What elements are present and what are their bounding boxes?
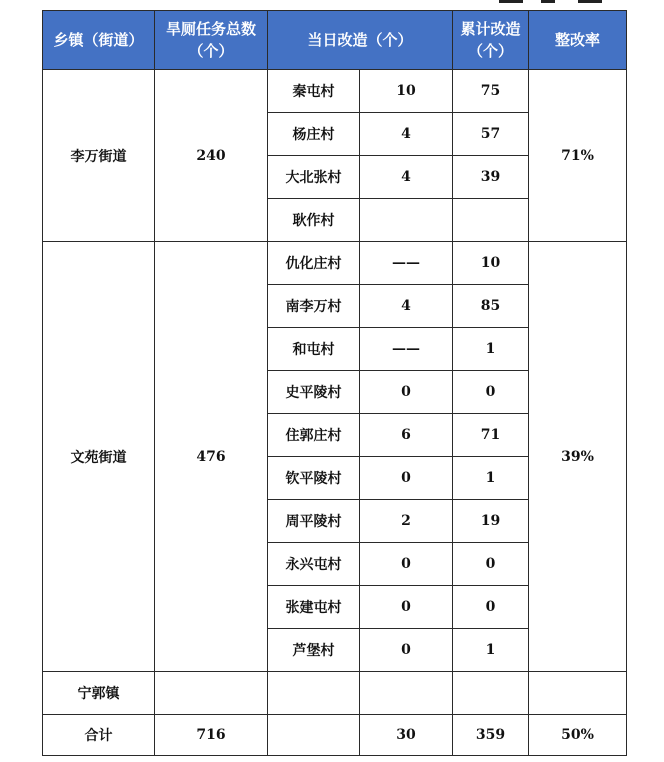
cumulative-cell: 0 bbox=[453, 586, 529, 629]
table-row bbox=[43, 242, 627, 285]
village-cell: 周平陵村 bbox=[268, 500, 360, 543]
village-cell: 仇化庄村 bbox=[268, 242, 360, 285]
renovation-table bbox=[42, 10, 627, 756]
cumulative-cell: 71 bbox=[453, 414, 529, 457]
cropped-header-text bbox=[0, 0, 664, 6]
cumulative-cell: 85 bbox=[453, 285, 529, 328]
daily-cell: 0 bbox=[360, 457, 453, 500]
village-cell: 住郭庄村 bbox=[268, 414, 360, 457]
daily-cell: —— bbox=[360, 328, 453, 371]
daily-cell: 0 bbox=[360, 371, 453, 414]
village-cell: 南李万村 bbox=[268, 285, 360, 328]
cumulative-cell bbox=[453, 672, 529, 715]
header-cum-line1: 累计改造 bbox=[460, 20, 521, 38]
town-cell: 文苑街道 bbox=[43, 242, 155, 672]
cumulative-cell: 0 bbox=[453, 371, 529, 414]
daily-cell: 4 bbox=[360, 156, 453, 199]
cumulative-cell: 1 bbox=[453, 328, 529, 371]
header-rate: 整改率 bbox=[529, 11, 627, 70]
daily-cell bbox=[360, 672, 453, 715]
cumulative-cell: 57 bbox=[453, 113, 529, 156]
table-row bbox=[43, 672, 627, 715]
cumulative-cell: 10 bbox=[453, 242, 529, 285]
village-cell: 钦平陵村 bbox=[268, 457, 360, 500]
village-cell: 杨庄村 bbox=[268, 113, 360, 156]
daily-cell: 0 bbox=[360, 586, 453, 629]
daily-cell: 2 bbox=[360, 500, 453, 543]
total-village-blank bbox=[268, 715, 360, 756]
total-rate: 50% bbox=[529, 715, 627, 756]
cumulative-cell: 1 bbox=[453, 457, 529, 500]
total-daily: 30 bbox=[360, 715, 453, 756]
header-daily: 当日改造（个） bbox=[268, 11, 453, 70]
header-row bbox=[43, 11, 627, 70]
total-label: 合计 bbox=[43, 715, 155, 756]
header-cumulative bbox=[453, 11, 529, 70]
cumulative-cell: 75 bbox=[453, 70, 529, 113]
cumulative-cell bbox=[453, 199, 529, 242]
header-task-line2: （个） bbox=[188, 42, 234, 60]
header-cum-line2: （个） bbox=[468, 42, 514, 60]
total-cumulative: 359 bbox=[453, 715, 529, 756]
task-cell bbox=[155, 672, 268, 715]
daily-cell bbox=[360, 199, 453, 242]
daily-cell: 10 bbox=[360, 70, 453, 113]
cumulative-cell: 19 bbox=[453, 500, 529, 543]
town-cell: 宁郭镇 bbox=[43, 672, 155, 715]
village-cell: 和屯村 bbox=[268, 328, 360, 371]
village-cell bbox=[268, 672, 360, 715]
village-cell: 永兴屯村 bbox=[268, 543, 360, 586]
village-cell: 张建屯村 bbox=[268, 586, 360, 629]
header-task-total bbox=[155, 11, 268, 70]
header-town: 乡镇（街道） bbox=[43, 11, 155, 70]
rate-cell: 39% bbox=[529, 242, 627, 672]
village-cell: 史平陵村 bbox=[268, 371, 360, 414]
task-cell: 476 bbox=[155, 242, 268, 672]
village-cell: 耿作村 bbox=[268, 199, 360, 242]
task-cell: 240 bbox=[155, 70, 268, 242]
village-cell: 秦屯村 bbox=[268, 70, 360, 113]
total-row bbox=[43, 715, 627, 756]
cumulative-cell: 39 bbox=[453, 156, 529, 199]
daily-cell: 4 bbox=[360, 285, 453, 328]
rate-cell: 71% bbox=[529, 70, 627, 242]
town-cell: 李万街道 bbox=[43, 70, 155, 242]
daily-cell: —— bbox=[360, 242, 453, 285]
village-cell: 大北张村 bbox=[268, 156, 360, 199]
cumulative-cell: 1 bbox=[453, 629, 529, 672]
daily-cell: 4 bbox=[360, 113, 453, 156]
table-row bbox=[43, 70, 627, 113]
rate-cell bbox=[529, 672, 627, 715]
daily-cell: 0 bbox=[360, 629, 453, 672]
header-task-line1: 旱厕任务总数 bbox=[165, 20, 256, 38]
total-task: 716 bbox=[155, 715, 268, 756]
village-cell: 芦堡村 bbox=[268, 629, 360, 672]
cumulative-cell: 0 bbox=[453, 543, 529, 586]
daily-cell: 0 bbox=[360, 543, 453, 586]
daily-cell: 6 bbox=[360, 414, 453, 457]
